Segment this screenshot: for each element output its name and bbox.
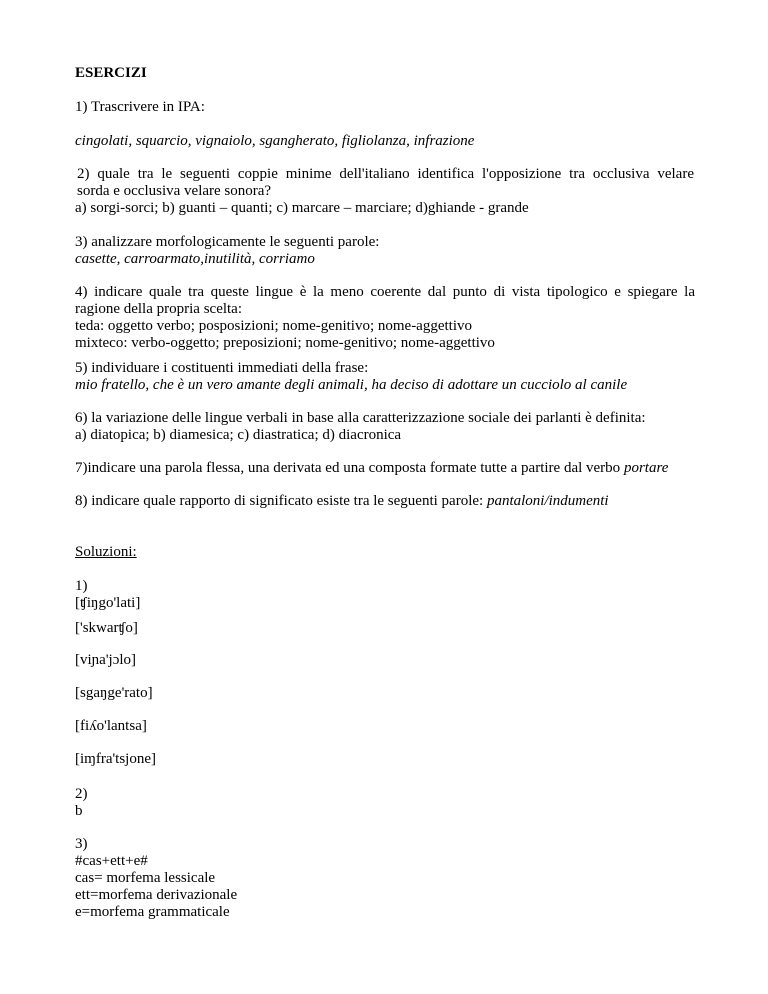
exercise-1-prompt: 1) Trascrivere in IPA: xyxy=(75,99,205,115)
ipa-line: [sgaŋge'rato] xyxy=(75,685,153,701)
solution-3-line: ett=morfema derivazionale xyxy=(75,887,238,903)
solutions-heading: Soluzioni: xyxy=(75,544,137,560)
exercise-2-options: a) sorgi-sorci; b) guanti – quanti; c) marcare – marciare; d)ghiande - grande xyxy=(75,200,529,216)
ipa-line: [ʧiŋgo'lati] xyxy=(75,595,141,611)
exercise-4-line-2: ragione della propria scelta: xyxy=(75,301,243,317)
exercise-1-words-block xyxy=(75,133,695,150)
solution-3-line: #cas+ett+e# xyxy=(75,853,148,869)
exercise-4-line-1: 4) indicare quale tra queste lingue è la meno coerente dal punto di vista tipologico e spiegare la xyxy=(75,284,695,300)
solution-3 xyxy=(75,836,695,921)
ipa-block-5 xyxy=(75,718,695,735)
exercise-7 xyxy=(75,460,695,477)
ipa-block-4 xyxy=(75,685,695,702)
exercise-5-prompt: 5) individuare i costituenti immediati della frase: xyxy=(75,360,369,376)
solution-1-label: 1) xyxy=(75,578,88,594)
solutions-section xyxy=(75,544,695,561)
solution-2 xyxy=(75,786,695,820)
ipa-line: [fiʎo'lantsa] xyxy=(75,718,147,734)
solution-3-line: e=morfema grammaticale xyxy=(75,904,230,920)
exercise-7-line xyxy=(75,460,695,477)
exercise-8 xyxy=(75,493,695,510)
ipa-line: ['skwarʧo] xyxy=(75,620,138,636)
exercise-5 xyxy=(75,360,695,394)
exercise-7-word: portare xyxy=(623,460,669,476)
solution-3-line: cas= morfema lessicale xyxy=(75,870,216,886)
exercise-2-options-block xyxy=(75,200,695,217)
exercise-3-prompt: 3) analizzare morfologicamente le seguenti parole: xyxy=(75,234,380,250)
exercise-6 xyxy=(75,410,695,444)
exercise-1 xyxy=(75,99,695,116)
solution-2-label: 2) xyxy=(75,786,88,802)
ipa-line: [viɲa'jɔlo] xyxy=(75,652,137,668)
exercise-3 xyxy=(75,234,695,268)
exercise-8-line xyxy=(75,493,695,510)
solution-1 xyxy=(75,578,695,612)
exercises-section xyxy=(75,65,695,82)
exercise-2-line-2: sorda e occlusiva velare sonora? xyxy=(77,183,272,199)
ipa-block-3 xyxy=(75,652,695,669)
exercise-1-words: cingolati, squarcio, vignaiolo, sgangherato, figliolanza, infrazione xyxy=(75,133,475,149)
exercise-3-words: casette, carroarmato,inutilità, corriamo xyxy=(75,251,315,267)
exercise-8-prompt: 8) indicare quale rapporto di significato esiste tra le seguenti parole: xyxy=(75,493,487,509)
exercise-4-line-4: mixteco: verbo-oggetto; preposizioni; nome-genitivo; nome-aggettivo xyxy=(75,335,495,351)
ipa-block-2 xyxy=(75,620,695,637)
exercise-6-prompt: 6) la variazione delle lingue verbali in base alla caratterizzazione sociale dei parlanti è definita: xyxy=(75,410,646,426)
exercise-4 xyxy=(75,284,695,352)
solution-2-answer: b xyxy=(75,803,83,819)
exercise-2 xyxy=(77,166,694,200)
solution-3-label: 3) xyxy=(75,836,88,852)
ipa-line: [iɱfra'tsjone] xyxy=(75,751,157,767)
exercise-7-prompt: 7)indicare una parola flessa, una derivata ed una composta formate tutte a partire dal verbo xyxy=(75,460,624,476)
exercise-5-sentence: mio fratello, che è un vero amante degli animali, ha deciso di adottare un cucciolo al canile xyxy=(75,377,628,393)
exercise-2-line-1: 2) quale tra le seguenti coppie minime dell'italiano identifica l'opposizione tra occlusiva velare xyxy=(77,166,694,182)
exercise-4-line-3: teda: oggetto verbo; posposizioni; nome-genitivo; nome-aggettivo xyxy=(75,318,473,334)
exercise-6-options: a) diatopica; b) diamesica; c) diastratica; d) diacronica xyxy=(75,427,402,443)
ipa-block-6 xyxy=(75,751,695,768)
page-heading: ESERCIZI xyxy=(75,65,147,81)
exercise-8-words: pantaloni/indumenti xyxy=(486,493,609,509)
